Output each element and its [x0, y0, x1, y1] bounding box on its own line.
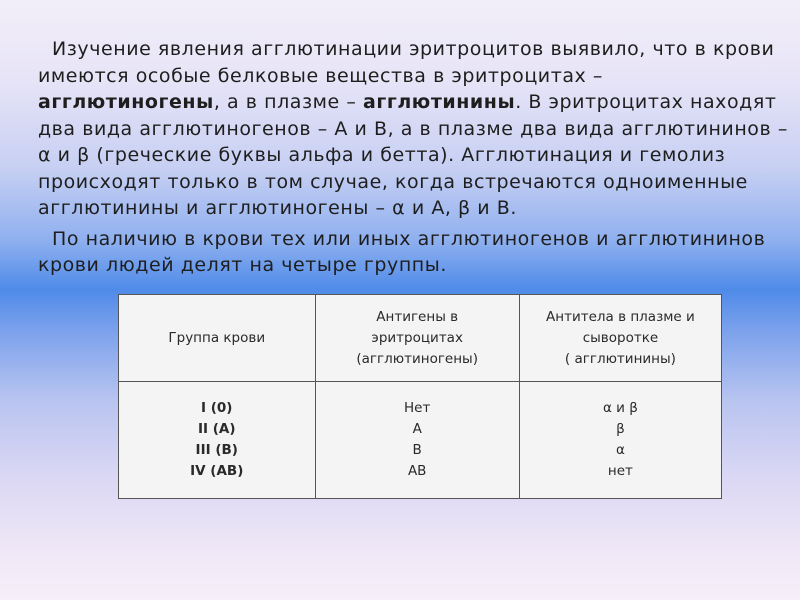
- antibody-value: β: [616, 421, 625, 437]
- blood-group-table: [118, 294, 722, 499]
- antigen-value: Нет: [404, 400, 431, 416]
- header-line: сыворотке: [582, 329, 659, 346]
- header-line: Антигены в: [376, 308, 459, 325]
- term-agglutinins: агглютинины: [363, 91, 516, 113]
- term-agglutinogens: агглютиногены: [38, 91, 214, 113]
- header-antibodies: [519, 295, 721, 382]
- paragraph-middle: , а в плазме –: [213, 91, 364, 113]
- blood-group-value: II (A): [197, 421, 236, 437]
- header-line: Антитела в плазме и: [546, 308, 695, 325]
- antigen-value: АВ: [407, 463, 427, 479]
- paragraph-blood-groups: По наличию в крови тех или иных агглютиногенов и агглютининов крови людей делят на четыре группы.: [38, 227, 766, 276]
- antigen-value: В: [412, 442, 422, 458]
- header-line: Группа крови: [168, 329, 266, 346]
- cell-blood-groups: [119, 382, 316, 499]
- header-line: эритроцитах: [371, 329, 463, 346]
- antibody-value: α: [615, 442, 625, 458]
- slide-text: [38, 36, 790, 279]
- header-blood-group: [119, 295, 316, 382]
- antibody-value: нет: [607, 463, 633, 479]
- blood-group-value: IV (AB): [190, 463, 244, 479]
- header-line: (агглютиногены): [356, 350, 478, 367]
- header-line: ( агглютинины): [564, 350, 676, 367]
- table-header-row: [119, 295, 722, 382]
- antibody-value: α и β: [602, 400, 638, 416]
- cell-antigens: [315, 382, 519, 499]
- paragraph-agglutination: [38, 36, 790, 222]
- paragraph-rest: . В эритроцитах находят два вида агглютиногенов – А и В, а в плазме два вида агглютининов – α и β (греческие буквы альфа и бетта). Агглютинация и гемолиз происходят только в том случае, когда встречаются одноименные агглютинины и агглютиногены – α и А, β и В.: [38, 91, 788, 219]
- header-antigens: [315, 295, 519, 382]
- table-row: [119, 382, 722, 499]
- paragraph-intro: Изучение явления агглютинации эритроцитов выявило, что в крови имеются особые белковые вещества в эритроцитах –: [38, 38, 775, 87]
- antigen-value: А: [412, 421, 422, 437]
- blood-group-value: III (B): [195, 442, 238, 458]
- cell-antibodies: [519, 382, 721, 499]
- blood-group-value: I (0): [201, 400, 233, 416]
